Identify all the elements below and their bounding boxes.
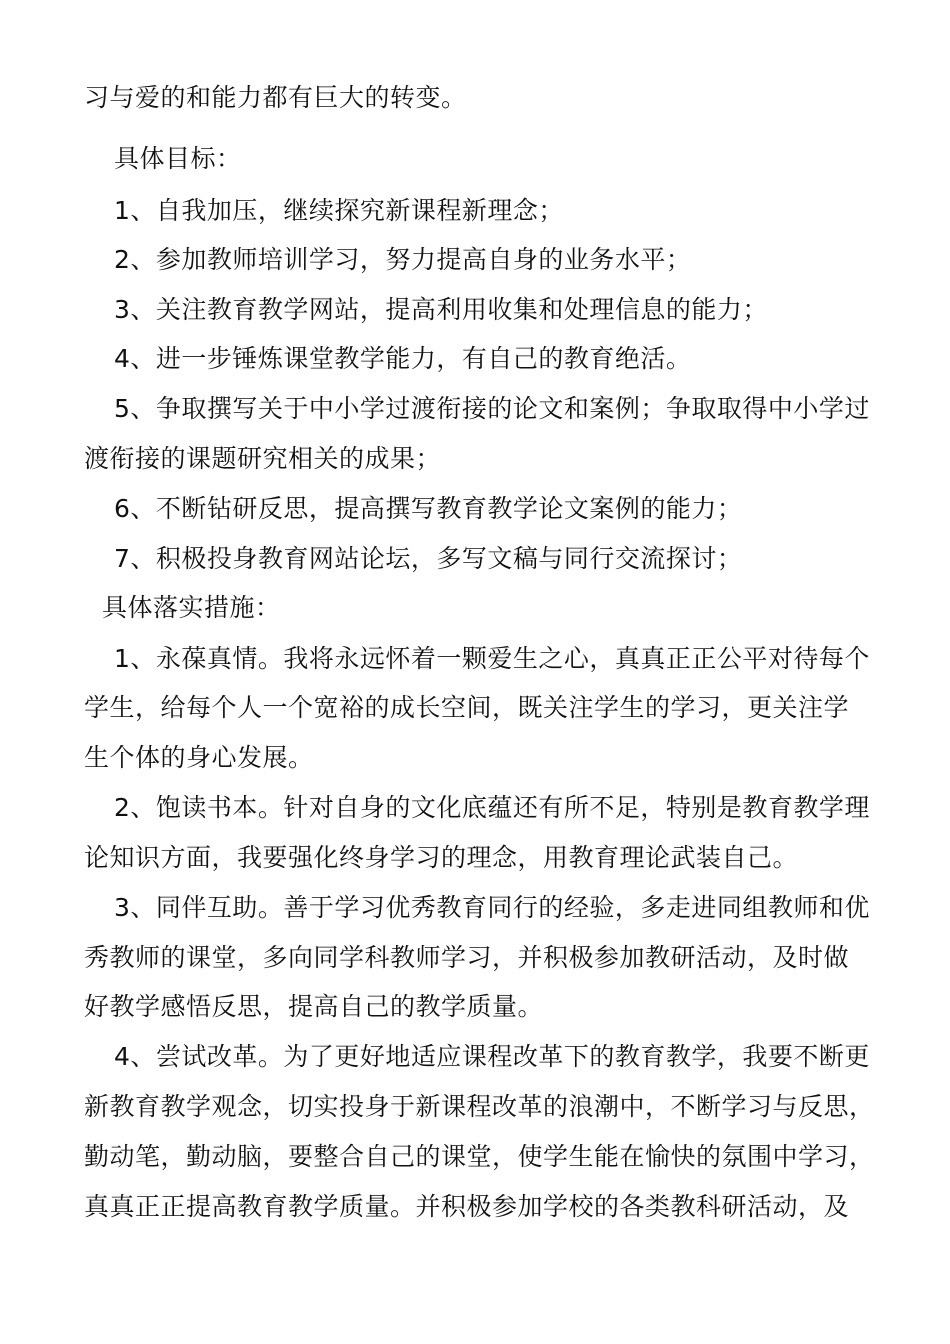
text-line: 4、进一步锤炼课堂教学能力，有自己的教育绝活。 [114,344,692,373]
text-line: 论知识方面，我要强化终身学习的理念，用教育理论武装自己。 [84,843,799,872]
text-line: 真真正正提高教育教学质量。并积极参加学校的各类教科研活动，及 [84,1192,850,1221]
text-line: 2、参加教师培训学习，努力提高自身的业务水平； [114,245,692,274]
text-line: 3、关注教育教学网站，提高利用收集和处理信息的能力； [114,295,768,324]
text-line: 渡衔接的课题研究相关的成果； [84,444,442,473]
text-line: 3、同伴互助。善于学习优秀教育同行的经验，多走进同组教师和优 [114,893,870,922]
text-line: 学生，给每个人一个宽裕的成长空间，既关注学生的学习，更关注学 [84,693,850,722]
text-line: 好教学感悟反思，提高自己的教学质量。 [84,992,544,1021]
text-line: 6、不断钻研反思，提高撰写教育教学论文案例的能力； [114,494,743,523]
section-heading-goals: 具体目标： [114,144,242,173]
text-line: 勤动笔，勤动脑，要整合自己的课堂，使学生能在愉快的氛围中学习， [84,1142,875,1171]
text-line: 1、永葆真情。我将永远怀着一颗爱生之心，真真正正公平对待每个 [114,644,870,673]
text-line: 生个体的身心发展。 [84,743,314,772]
section-heading-measures: 具体落实措施： [102,593,281,622]
text-line: 4、尝试改革。为了更好地适应课程改革下的教育教学，我要不断更 [114,1042,870,1071]
text-line: 新教育教学观念，切实投身于新课程改革的浪潮中，不断学习与反思， [84,1092,875,1121]
text-line: 1、自我加压，继续探究新课程新理念； [114,196,564,225]
text-line: 5、争取撰写关于中小学过渡衔接的论文和案例；争取取得中小学过 [114,394,870,423]
text-line: 习与爱的和能力都有巨大的转变。 [84,83,467,112]
text-line: 秀教师的课堂，多向同学科教师学习，并积极参加教研活动，及时做 [84,943,850,972]
text-line: 7、积极投身教育网站论坛，多写文稿与同行交流探讨； [114,544,743,573]
text-line: 2、饱读书本。针对自身的文化底蕴还有所不足，特别是教育教学理 [114,793,870,822]
